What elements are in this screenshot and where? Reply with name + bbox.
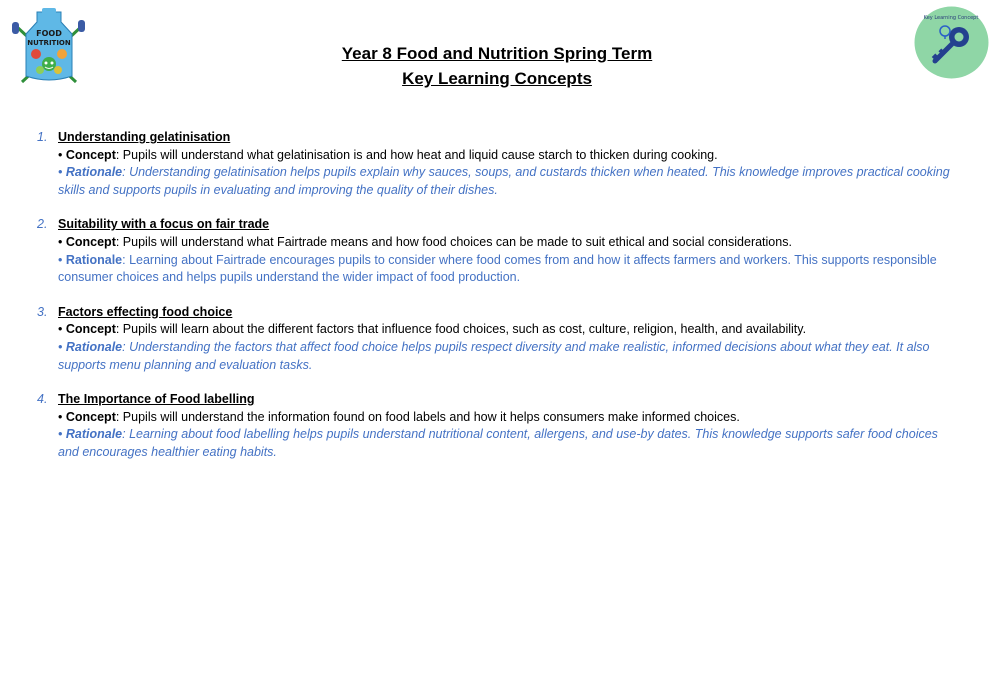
rationale-label: Rationale (65, 252, 123, 267)
rationale-line: • Rationale: Understanding the factors that affect food choice helps pupils respect diversity and make realistic, informed decisions about what they eat. It also supports menu planning and evaluation tasks. (58, 339, 930, 372)
item-heading: Understanding gelatinisation (58, 130, 231, 144)
item-heading: Factors effecting food choice (58, 304, 233, 319)
rationale-label: Rationale (65, 427, 123, 442)
rationale-label: Rationale (65, 165, 123, 180)
list-item (0, 216, 994, 286)
rationale-line: • Rationale: Learning about Fairtrade encourages pupils to consider where food comes from and how it affects farmers and workers. This supports responsible consumer choices and helps pupils understand the wider impact of food production. (58, 252, 937, 285)
concept-label: Concept (65, 147, 116, 162)
title-line-2: Key Learning Concepts (402, 69, 592, 88)
list-item (0, 129, 994, 199)
concept-line: • Concept: Pupils will understand what Fairtrade means and how food choices can be made to suit ethical and social considerations. (58, 234, 792, 249)
item-heading: Suitability with a focus on fair trade (58, 217, 270, 232)
title-line-1: Year 8 Food and Nutrition Spring Term (341, 44, 653, 63)
rationale-text: : Learning about food labelling helps pupils understand nutritional content, allergens, and use-by dates. This knowledge supports safer food choices and encourages healthier eating habits. (58, 427, 938, 459)
concept-line: • Concept: Pupils will understand the information found on food labels and how it helps consumers make informed choices. (58, 409, 740, 424)
page-title (0, 41, 994, 91)
concept-line: • Concept: Pupils will understand what gelatinisation is and how heat and liquid cause starch to thicken during cooking. (58, 147, 718, 162)
logo-food-text: FOOD (36, 29, 62, 38)
list-item (0, 304, 994, 374)
logo-nutrition-text: NUTRITION (27, 39, 71, 47)
list-item (0, 391, 994, 461)
rationale-line: • Rationale: Understanding gelatinisation helps pupils explain why sauces, soups, and custards thicken when heated. This knowledge improves practical cooking skills and supports pupils in evaluating and improving the quality of their dishes. (58, 165, 950, 197)
item-number: 3. (37, 304, 48, 319)
concept-label: Concept (65, 234, 116, 249)
rationale-text: : Understanding gelatinisation helps pupils explain why sauces, soups, and custards thicken when heated. This knowledge improves practical cooking skills and supports pupils in evaluating and improving the quality of their dishes. (58, 165, 950, 197)
concepts-list (0, 129, 994, 479)
rationale-text: : Understanding the factors that affect food choice helps pupils respect diversity and make realistic, informed decisions about what they eat. It also supports menu planning and evaluation tasks. (58, 339, 930, 372)
concept-label: Concept (65, 409, 116, 424)
item-number: 4. (37, 392, 48, 407)
concept-text: : Pupils will learn about the different factors that influence food choices, such as cost, culture, religion, health, and availability. (115, 322, 807, 337)
logo-key-learning-text: Key Learning Concept (923, 15, 979, 21)
concept-line: • Concept: Pupils will learn about the different factors that influence food choices, such as cost, culture, religion, health, and availability. (58, 322, 807, 337)
concept-text: : Pupils will understand what gelatinisation is and how heat and liquid cause starch to thicken during cooking. (115, 147, 718, 162)
rationale-text: : Learning about Fairtrade encourages pupils to consider where food comes from and how it affects farmers and workers. This supports responsible consumer choices and helps pupils understand the wider impact of food production. (58, 252, 937, 285)
concept-text: : Pupils will understand what Fairtrade means and how food choices can be made to suit ethical and social considerations. (115, 234, 792, 249)
concept-label: Concept (65, 322, 116, 337)
item-heading: The Importance of Food labelling (58, 392, 255, 407)
item-number: 1. (37, 130, 48, 144)
rationale-line: • Rationale: Learning about food labelling helps pupils understand nutritional content, allergens, and use-by dates. This knowledge supports safer food choices and encourages healthier eating habits. (58, 427, 938, 459)
item-number: 2. (37, 217, 48, 232)
concept-text: : Pupils will understand the information found on food labels and how it helps consumers make informed choices. (115, 409, 740, 424)
rationale-label: Rationale (65, 339, 123, 354)
